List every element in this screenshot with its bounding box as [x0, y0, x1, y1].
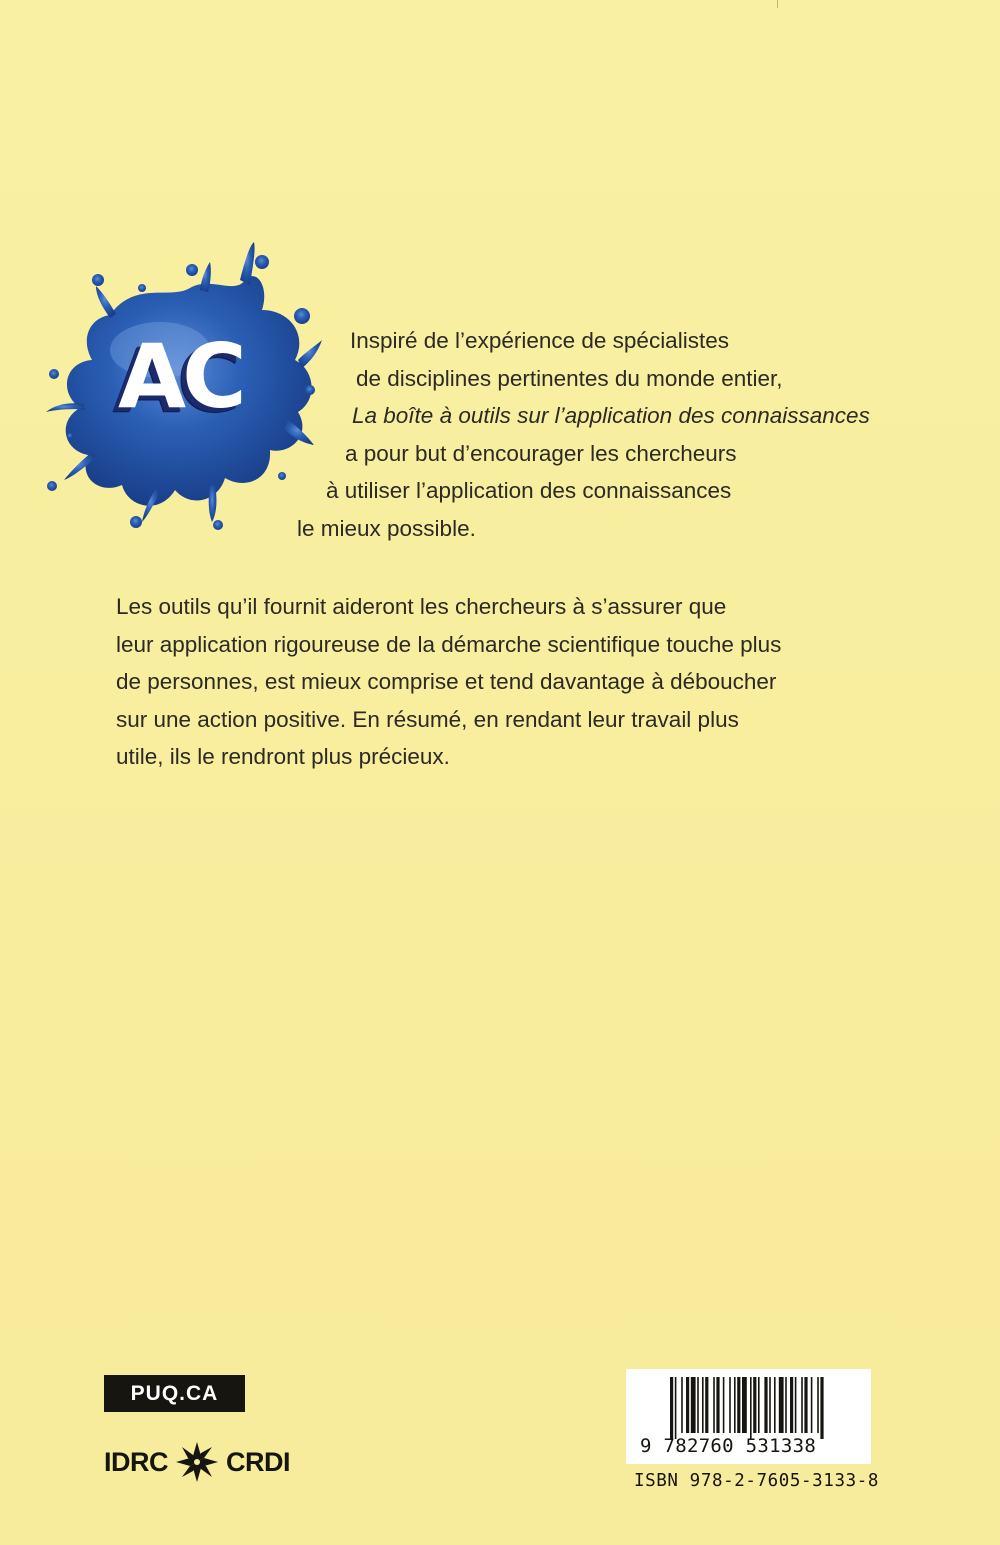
barcode-digits: 9 782760 531338 — [640, 1435, 817, 1457]
body-line: de personnes, est mieux comprise et tend davantage à déboucher — [116, 669, 777, 695]
intro-line: de disciplines pertinentes du monde entier, — [356, 365, 783, 391]
intro-line: a pour but d’encourager les chercheurs — [345, 440, 737, 466]
intro-line: Inspiré de l’expérience de spécialistes — [350, 328, 729, 353]
publisher-badge: PUQ.CA — [104, 1375, 245, 1412]
isbn-number: ISBN 978-2-7605-3133-8 — [634, 1471, 879, 1491]
idrc-star-emblem-icon — [174, 1440, 220, 1484]
intro-line: à utiliser l’application des connaissances — [326, 478, 732, 504]
trim-mark — [777, 0, 778, 8]
idrc-crdi-logo — [104, 1440, 290, 1484]
intro-line-title: La boîte à outils sur l’application des connaissances — [352, 403, 870, 429]
body-paragraph — [116, 588, 886, 776]
intro-line: le mieux possible. — [297, 516, 476, 541]
idrc-label: IDRC — [104, 1446, 168, 1477]
barcode — [626, 1369, 871, 1464]
logo-letters: AC — [118, 325, 243, 428]
body-line: leur application rigoureuse de la démarche scientifique touche plus — [116, 631, 782, 657]
crdi-label: CRDI — [226, 1446, 290, 1477]
body-line: sur une action positive. En résumé, en rendant leur travail plus — [116, 706, 739, 732]
body-line: utile, ils le rendront plus précieux. — [116, 744, 450, 770]
body-line: Les outils qu’il fournit aideront les chercheurs à s’assurer que — [116, 594, 727, 619]
ac-splash-logo — [40, 240, 330, 535]
